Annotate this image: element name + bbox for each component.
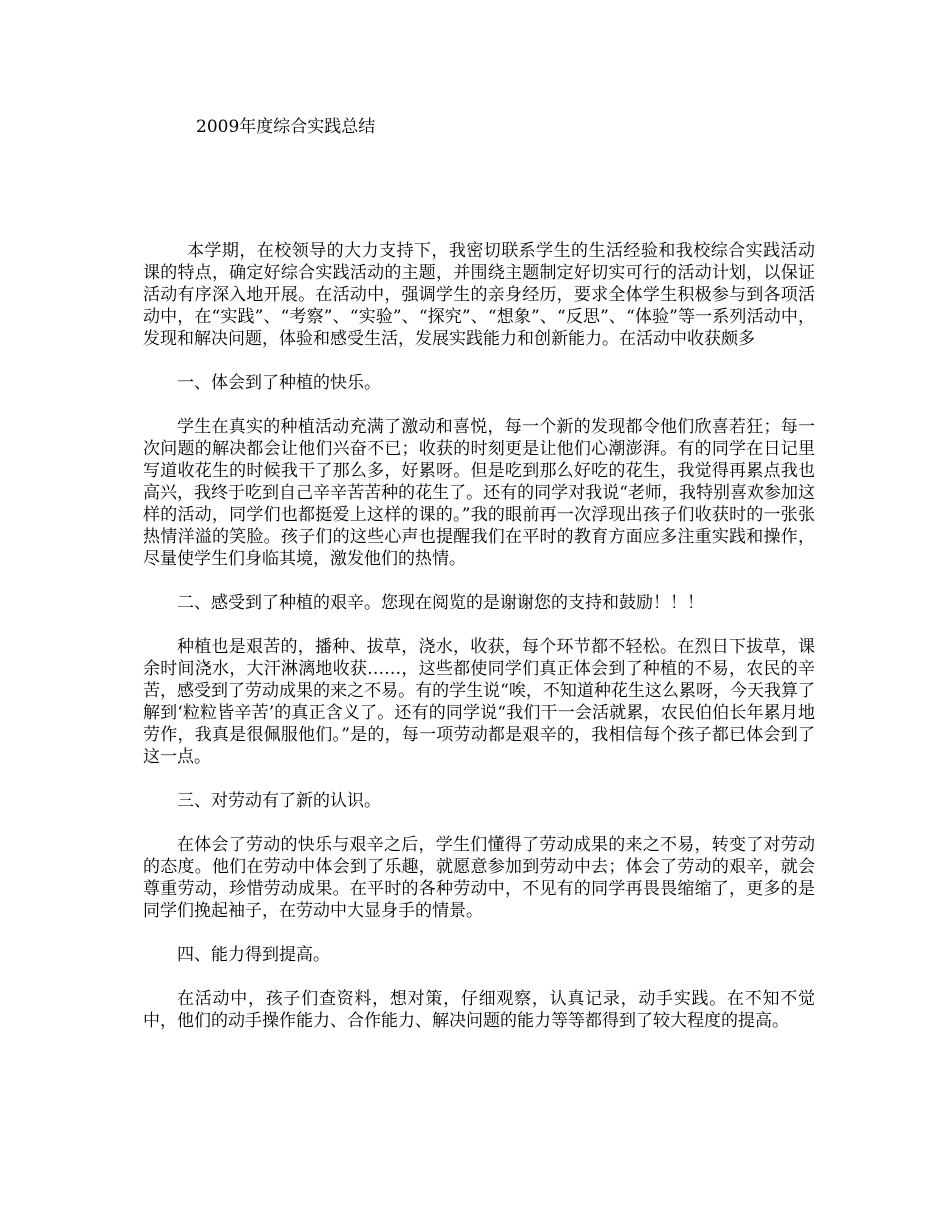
section-1-paragraph: 学生在真实的种植活动充满了激动和喜悦，每一个新的发现都令他们欣喜若狂；每一次问题的解决都会让他们兴奋不已；收获的时刻更是让他们心潮澎湃。有的同学在日记里写道收花生的时候我干了那么多，好累呀。但是吃到那么好吃的花生，我觉得再累点我也高兴，我终于吃到自己辛辛苦苦种的花生了。还有的同学对我说“老师，我特别喜欢参加这样的活动，同学们也都挺爱上这样的课的。”我的眼前再一次浮现出孩子们收获时的一张张热情洋溢的笑脸。孩子们的这些心声也提醒我们在平时的教育方面应多注重实践和操作，尽量使学生们身临其境，激发他们的热情。 xyxy=(143,417,815,569)
section-4-paragraph: 在活动中，孩子们查资料，想对策，仔细观察，认真记录，动手实践。在不知不觉中，他们的动手操作能力、合作能力、解决问题的能力等等都得到了较大程度的提高。 xyxy=(143,989,815,1031)
intro-paragraph: 本学期，在校领导的大力支持下，我密切联系学生的生活经验和我校综合实践活动课的特点，确定好综合实践活动的主题，并围绕主题制定好切实可行的活动计划，以保证活动有序深入地开展。在活动中，强调学生的亲身经历，要求全体学生积极参与到各项活动中，在“实践”、“考察”、“实验”、“探究”、“想象”、“反思”、“体验”等一系列活动中，发现和解决问题，体验和感受生活，发展实践能力和创新能力。在活动中收获颇多 xyxy=(143,241,815,349)
document-title: 2009年度综合实践总结 xyxy=(196,117,376,137)
section-3-heading: 三、对劳动有了新的认识。 xyxy=(177,791,381,811)
document-body xyxy=(143,240,815,1054)
section-3-paragraph: 在体会了劳动的快乐与艰辛之后，学生们懂得了劳动成果的来之不易，转变了对劳动的态度。他们在劳动中体会到了乐趣，就愿意参加到劳动中去；体会了劳动的艰辛，就会尊重劳动，珍惜劳动成果。在平时的各种劳动中，不见有的同学再畏畏缩缩了，更多的是同学们挽起袖子，在劳动中大显身手的情景。 xyxy=(143,835,815,921)
section-2-paragraph: 种植也是艰苦的，播种、拔草，浇水，收获，每个环节都不轻松。在烈日下拔草，课余时间浇水，大汗淋漓地收获……，这些都使同学们真正体会到了种植的不易，农民的辛苦，感受到了劳动成果的来之不易。有的学生说“唉，不知道种花生这么累呀，今天我算了解到‘粒粒皆辛苦’的真正含义了。还有的同学说“我们干一会活就累，农民伯伯长年累月地劳作，我真是很佩服他们。”是的，每一项劳动都是艰辛的，我相信每个孩子都已体会到了这一点。 xyxy=(143,637,815,767)
section-2-heading: 二、感受到了种植的艰辛。您现在阅览的是谢谢您的支持和鼓励！！！ xyxy=(177,593,704,613)
section-4-heading: 四、能力得到提高。 xyxy=(177,945,330,965)
section-1-heading: 一、体会到了种植的快乐。 xyxy=(177,373,381,393)
